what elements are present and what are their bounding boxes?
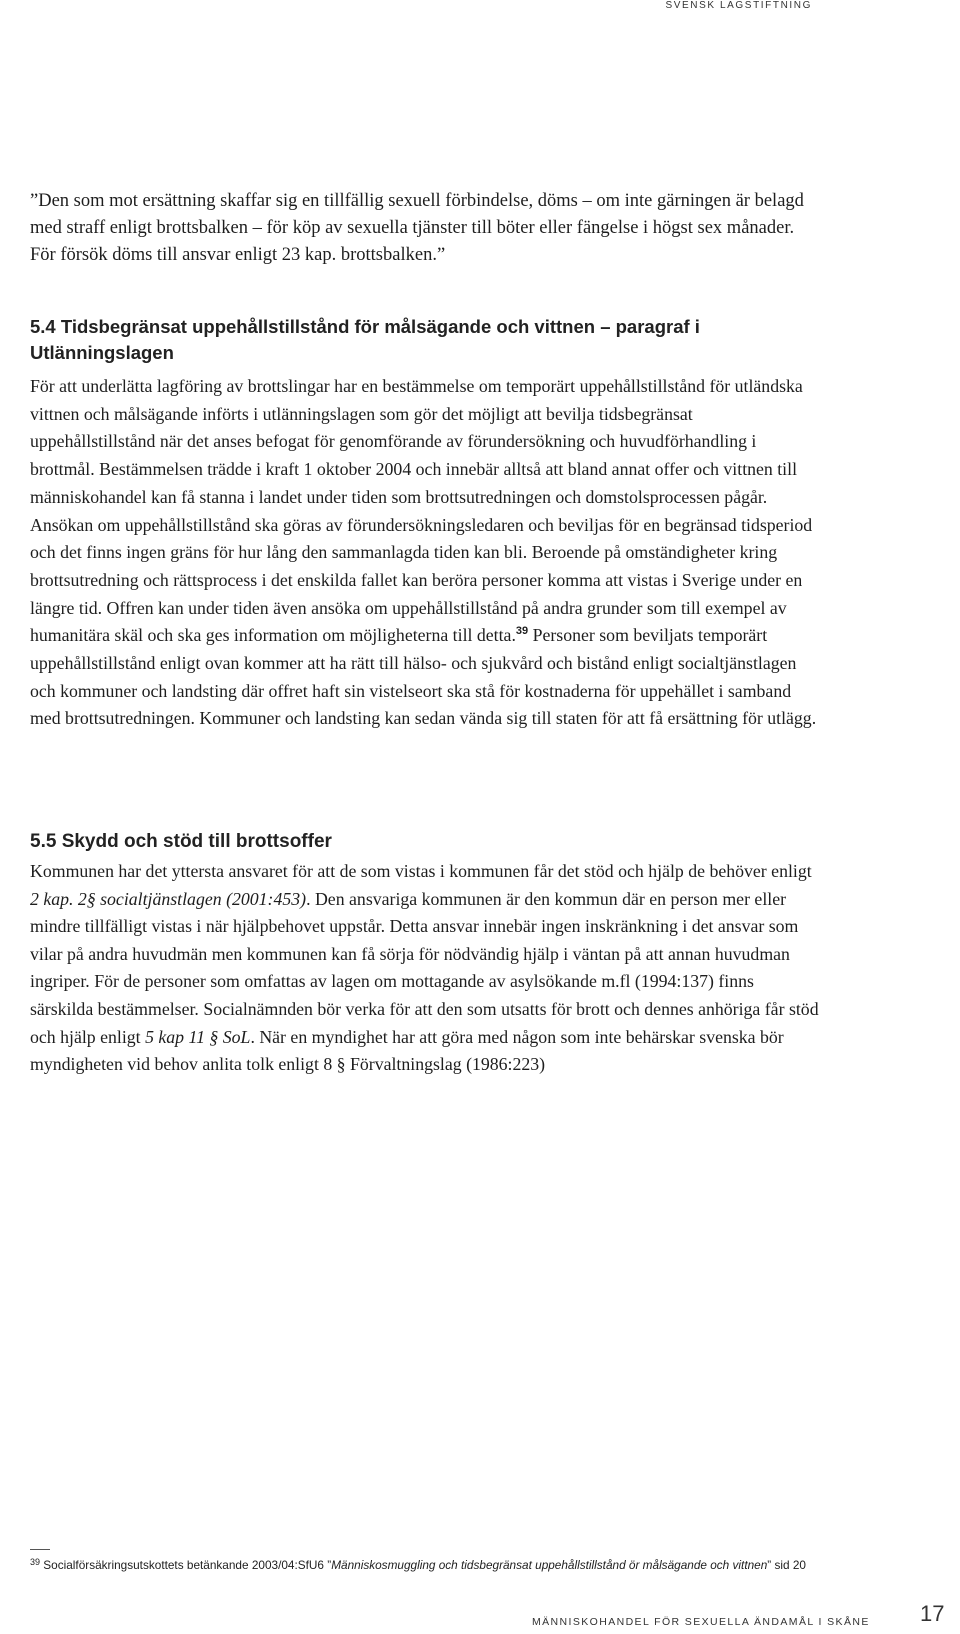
section-5-4-heading: 5.4 Tidsbegränsat uppehållstillstånd för målsägande och vittnen – paragraf i Utlänningslagen xyxy=(30,316,700,363)
footnote-divider xyxy=(30,1549,50,1550)
section-5-4-text-part2: Personer som beviljats temporärt uppehållstillstånd enligt ovan kommer att ha rätt till hälso- och sjukvård och bistånd enligt socialtjänstlagen och kommuner och landsting där offret haft sin vistelseort ska stå för kostnaderna för uppehället i samband med brottsutredningen. Kommuner och landsting kan sedan vända sig till staten för att få ersättning för utlägg. xyxy=(30,625,817,729)
footnote-title: Människosmuggling och tidsbegränsat uppehållstillstånd ör målsägande och vittnen xyxy=(331,1558,768,1572)
page-number: 17 xyxy=(920,1601,945,1626)
footnote-text-a: Socialförsäkringsutskottets betänkande 2003/04:SfU6 ” xyxy=(40,1558,332,1572)
section-5-5-body xyxy=(30,858,820,1079)
section-5-5-text-c: . När en myndighet har att göra med någon som inte behärskar svenska bör myndigheten vid behov anlita tolk enligt 8 § Förvaltningslag (1986:223) xyxy=(30,1026,784,1075)
footnote-number: 39 xyxy=(30,1557,41,1567)
section-5-4-body xyxy=(30,373,820,733)
section-5-5-text-b: . Den ansvariga kommunen är den kommun där en person mer eller mindre tillfälligt vistas i när hjälpbehovet uppstår. Detta ansvar innebär ingen inskränkning i det ansvar som vilar på andra huvudmän men kommunen kan få sörja för nödvändig hjälp i väntan på att annan huvudman ingriper. För de personer som omfattas av lagen om mottagande av asylsökande m.fl (1994:137) finns särskilda bestämmelser. Socialnämnden bör verka för att den som utsatts för brott och dennes anhöriga får stöd och hjälp enligt xyxy=(30,888,819,1047)
law-reference-socialtjanstlagen: 2 kap. 2§ socialtjänstlagen (2001:453) xyxy=(30,888,307,909)
footnote-text-b: ” sid 20 xyxy=(767,1558,806,1572)
section-5-5-text-a: Kommunen har det yttersta ansvaret för att de som vistas i kommunen får det stöd och hjälp de behöver enligt xyxy=(30,861,812,881)
law-quote: ”Den som mot ersättning skaffar sig en tillfällig sexuell förbindelse, döms – om inte gärningen är belagd med straff enligt brottsbalken – för köp av sexuella tjänster till böter eller fängelse i högst sex månader. För försök döms till ansvar enligt 23 kap. brottsbalken.” xyxy=(30,191,804,265)
footnote-39 xyxy=(30,1557,830,1573)
section-5-5-heading: 5.5 Skydd och stöd till brottsoffer xyxy=(30,831,332,852)
footnote-reference[interactable]: 39 xyxy=(515,625,529,638)
law-reference-sol: 5 kap 11 § SoL xyxy=(145,1026,251,1047)
section-5-4-text-part1: För att underlätta lagföring av brottslingar har en bestämmelse om temporärt uppehållstillstånd för utländska vittnen och målsägande införts i utlänningslagen som gör det möjligt att bevilja tidsbegränsat uppehållstillstånd när det anses befogat för genomförande av förundersökning och huvudförhandling i brottmål. Bestämmelsen trädde i kraft 1 oktober 2004 och innebär alltså att bland annat offer och vittnen till människohandel kan få stanna i landet under tiden som brottsutredningen och domstolsprocessen pågår. Ansökan om uppehållstillstånd ska göras av förundersökningsledaren och beviljas för en begränsad tidsperiod och det finns ingen gräns för hur lång den sammanlagda tiden kan bli. Beroende på omständigheter kring brottsutredning och rättsprocess i det enskilda fallet kan beröra personer komma att vistas i Sverige under en längre tid. Offren kan under tiden även ansöka om uppehållstillstånd på andra grunder som till exempel av humanitära skäl och ska ges information om möjligheterna till detta. xyxy=(30,376,813,646)
running-header: SVENSK LAGSTIFTNING xyxy=(665,0,812,11)
running-footer: MÄNNISKOHANDEL FÖR SEXUELLA ÄNDAMÅL I SKÅNE xyxy=(532,1616,870,1628)
